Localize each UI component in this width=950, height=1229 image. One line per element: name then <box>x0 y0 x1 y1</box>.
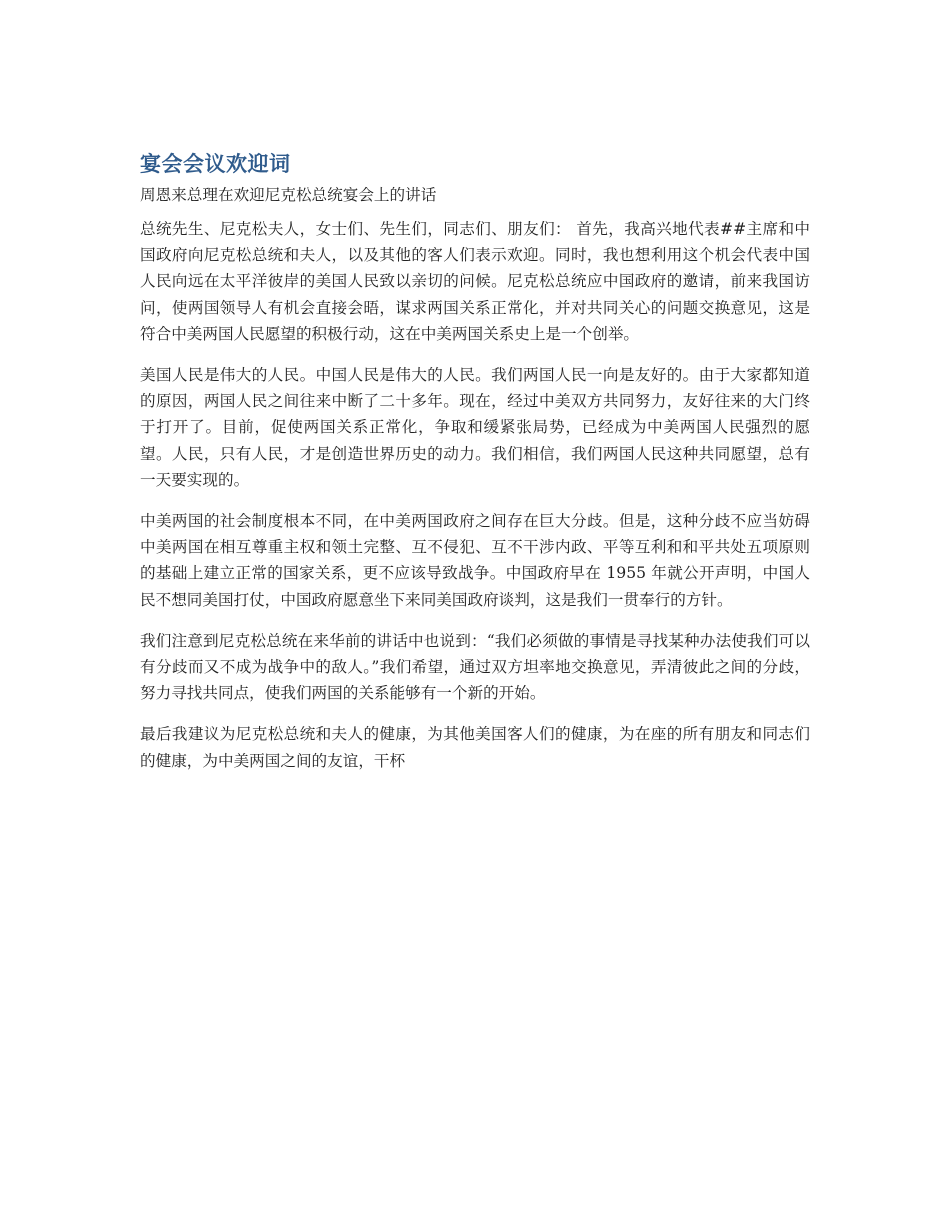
paragraph-1: 总统先生、尼克松夫人，女士们、先生们，同志们、朋友们： 首先，我高兴地代表##主席和中国政府向尼克松总统和夫人，以及其他的客人们表示欢迎。同时，我也想利用这个机会代表中国人民向远在太平洋彼岸的美国人民致以亲切的问候。尼克松总统应中国政府的邀请，前来我国访问，使两国领导人有机会直接会晤，谋求两国关系正常化，并对共同关心的问题交换意见，这是符合中美两国人民愿望的积极行动，这在中美两国关系史上是一个创举。 <box>140 220 810 343</box>
paragraph-5: 最后我建议为尼克松总统和夫人的健康，为其他美国客人们的健康，为在座的所有朋友和同志们的健康，为中美两国之间的友谊，干杯 <box>140 725 810 770</box>
document-title: 宴会会议欢迎词 <box>140 152 291 176</box>
paragraph-3: 中美两国的社会制度根本不同，在中美两国政府之间存在巨大分歧。但是，这种分歧不应当妨碍中美两国在相互尊重主权和领土完整、互不侵犯、互不干涉内政、平等互利和和平共处五项原则的基础上建立正常的国家关系，更不应该导致战争。中国政府早在 1955 年就公开声明，中国人民不想同美国打仗，中国政府愿意坐下来同美国政府谈判，这是我们一贯奉行的方针。 <box>140 512 810 609</box>
paragraph-4: 我们注意到尼克松总统在来华前的讲话中也说到：“我们必须做的事情是寻找某种办法使我们可以有分歧而又不成为战争中的敌人。”我们希望，通过双方坦率地交换意见，弄清彼此之间的分歧，努力寻找共同点，使我们两国的关系能够有一个新的开始。 <box>140 631 810 703</box>
document-body <box>140 150 810 789</box>
paragraph-2: 美国人民是伟大的人民。中国人民是伟大的人民。我们两国人民一向是友好的。由于大家都知道的原因，两国人民之间往来中断了二十多年。现在，经过中美双方共同努力，友好往来的大门终于打开了。目前，促使两国关系正常化，争取和缓紧张局势，已经成为中美两国人民强烈的愿望。人民，只有人民，才是创造世界历史的动力。我们相信，我们两国人民这种共同愿望，总有一天要实现的。 <box>140 366 810 489</box>
document-subtitle: 周恩来总理在欢迎尼克松总统宴会上的讲话 <box>140 186 437 204</box>
